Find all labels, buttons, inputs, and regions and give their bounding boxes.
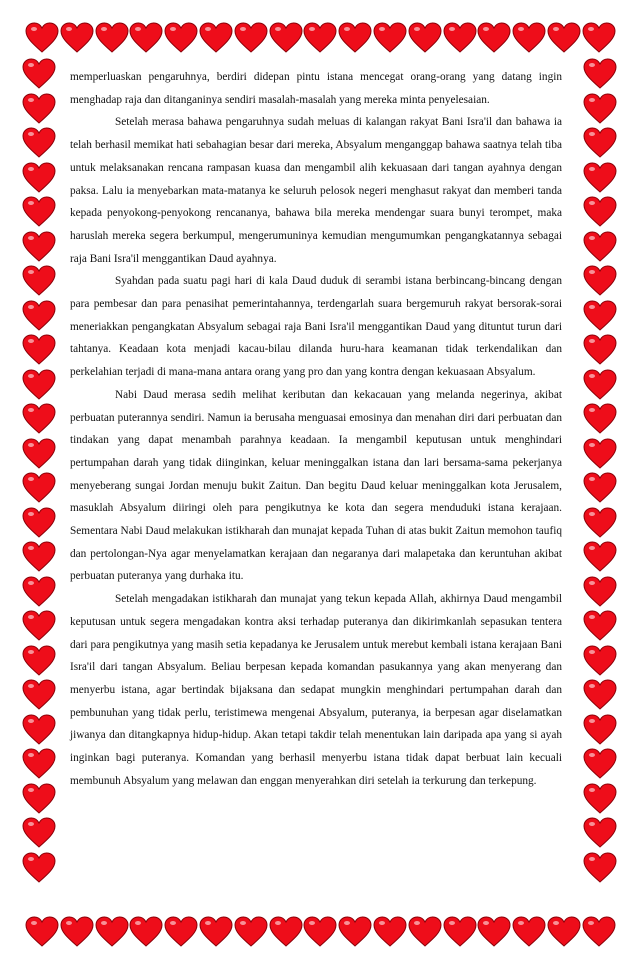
heart-icon [234,22,268,54]
heart-icon [443,22,477,54]
heart-icon [269,916,303,948]
paragraph-4: Nabi Daud merasa sedih melihat keributan dan kekacauan yang melanda negerinya, akibat perbuatan puterannya sendiri. Namun ia berusaha menguasai emosinya dan menahan diri dari perbuatan dan tindakan yang dapat menambah parahnya keadaan. Ia mengambil keputusan untuk menghindari pertumpahan darah yang tidak diinginkan, keluar meninggalkan istana dan lari bersama-sama pekerjanya menyeberang sungai Jordan menuju bukit Zaitun. Dan begitu Daud keluar meninggalkan kota Jerusalem, masuklah Absyalum diiringi oleh para pengikutnya ke kota dan segera menduduki istana kerajaan. Sementara Nabi Daud melakukan istikharah dan munajat kepada Tuhan di atas bukit Zaitun memohon taufiq dan pertolongan-Nya agar menyelamatkan kerajaan dan negaranya dari malapetaka dan keruntuhan akibat perbuatan puteranya yang durhaka itu. [70,388,562,583]
heart-icon [60,916,94,948]
heart-icon [512,916,546,948]
heart-icon [22,196,56,228]
heart-icon [22,610,56,642]
heart-icon [583,438,617,470]
heart-icon [583,265,617,297]
heart-icon [547,916,581,948]
heart-icon [373,22,407,54]
heart-icon [303,22,337,54]
heart-icon [129,916,163,948]
paragraph-5: Setelah mengadakan istikharah dan munajat yang tekun kepada Allah, akhirnya Daud mengambil keputusan untuk segera mengadakan kontra aksi terhadap puteranya dan dikirimkanlah sepasukan tentera dari para pengikutnya yang masih setia kepadanya ke Jerusalem untuk merebut kembali istana kerajaan Bani Isra'il dari tangan Absyalum. Beliau berpesan kepada komandan pasukannya yang akan menyerang dan menyerbu istana, agar bertindak bijaksana dan sedapat mungkin menghindari pertumpahan darah dan pembunuhan yang tidak perlu, teristimewa mengenai Absyalum, puteranya, ia berpesan agar diselamatkan jiwanya dan ditangkapnya hidup-hidup. Akan tetapi takdir telah menentukan lain daripada apa yang si ayah inginkan bagi puteranya. Komandan yang berhasil menyerbu istana tidak dapat berbuat lain kecuali membunuh Absyalum yang melawan dan enggan menyerahkan diri setelah ia terkurung dan terkepung. [70,593,562,787]
heart-icon [583,783,617,815]
heart-icon [583,162,617,194]
heart-icon [129,22,163,54]
heart-icon [583,610,617,642]
heart-icon [583,58,617,90]
heart-icon [338,22,372,54]
heart-icon [583,576,617,608]
heart-icon [22,334,56,366]
heart-icon [199,22,233,54]
paragraph-2: Setelah merasa bahawa pengaruhnya sudah meluas di kalangan rakyat Bani Isra'il dan bahawa ia telah berhasil memikat hati sebahagian besar dari mereka, Absyalum menganggap bahawa saatnya telah tiba untuk melaksanakan rencana rampasan kuasa dan mengambil alih kekuasaan dari tangan ayahnya dengan paksa. Lalu ia menyebarkan mata-matanya ke seluruh pelosok negeri menghasut rakyat dan memberi tanda kepada penyokong-penyokong rencananya, bahawa bila mereka mendengar suara bunyi terompet, maka haruslah mereka segera berkumpul, mengerumuninya kemudian mengumumkan pengangkatannya sebagai raja Bani Isra'il menggantikan Daud ayahnya. [70,116,562,265]
heart-icon [583,645,617,677]
heart-icon [583,507,617,539]
heart-icon [583,369,617,401]
heart-icon [583,300,617,332]
heart-icon [408,916,442,948]
heart-icon [583,127,617,159]
heart-icon [477,916,511,948]
heart-icon [547,22,581,54]
heart-icon [22,300,56,332]
heart-icon [22,265,56,297]
heart-icon [22,162,56,194]
heart-icon [22,472,56,504]
heart-icon [477,22,511,54]
heart-icon [22,783,56,815]
heart-icon [373,916,407,948]
heart-icon [583,93,617,125]
heart-icon [443,916,477,948]
heart-icon [583,541,617,573]
heart-icon [583,817,617,849]
heart-border-bottom [0,916,638,952]
heart-icon [22,714,56,746]
paragraph-3: Syahdan pada suatu pagi hari di kala Daud duduk di serambi istana berbincang-bincang dengan para pembesar dan para penasihat pemerintahannya, terdengarlah suara bergemuruh rakyat bersorak-sorai meneriakkan pengangkatan Absyalum sebagai raja Bani Isra'il menggantikan Daud yang dituntut turun dari tahtanya. Keadaan kota menjadi kacau-bilau dilanda huru-hara keamanan tidak terkendalikan dan perkelahian terjadi di mana-mana antara orang yang pro dan yang kontra dengan kekuasaan Absyalum. [70,275,562,379]
heart-icon [22,403,56,435]
heart-icon [22,231,56,263]
heart-icon [22,541,56,573]
heart-border-left [22,0,58,975]
heart-icon [583,334,617,366]
heart-icon [583,679,617,711]
heart-icon [22,369,56,401]
heart-icon [95,22,129,54]
heart-icon [22,93,56,125]
heart-icon [22,438,56,470]
heart-icon [583,403,617,435]
heart-icon [22,58,56,90]
heart-icon [583,472,617,504]
heart-icon [22,507,56,539]
heart-icon [269,22,303,54]
heart-icon [22,576,56,608]
heart-icon [22,127,56,159]
heart-icon [583,196,617,228]
heart-icon [164,22,198,54]
heart-icon [234,916,268,948]
heart-border-right [583,0,619,975]
document-body [70,66,562,793]
paragraph-1: memperluaskan pengaruhnya, berdiri didepan pintu istana mencegat orang-orang yang datang ingin menghadap raja dan ditanganinya sendiri masalah-masalah yang mereka minta penyelesaian. [70,71,562,106]
heart-icon [164,916,198,948]
heart-icon [22,748,56,780]
heart-icon [583,231,617,263]
heart-icon [408,22,442,54]
heart-icon [583,714,617,746]
heart-icon [22,679,56,711]
heart-icon [512,22,546,54]
heart-icon [338,916,372,948]
heart-icon [22,852,56,884]
heart-icon [583,852,617,884]
heart-icon [22,817,56,849]
heart-icon [22,645,56,677]
heart-icon [95,916,129,948]
heart-icon [199,916,233,948]
heart-icon [583,748,617,780]
heart-border-top [0,22,638,58]
heart-icon [303,916,337,948]
heart-icon [60,22,94,54]
